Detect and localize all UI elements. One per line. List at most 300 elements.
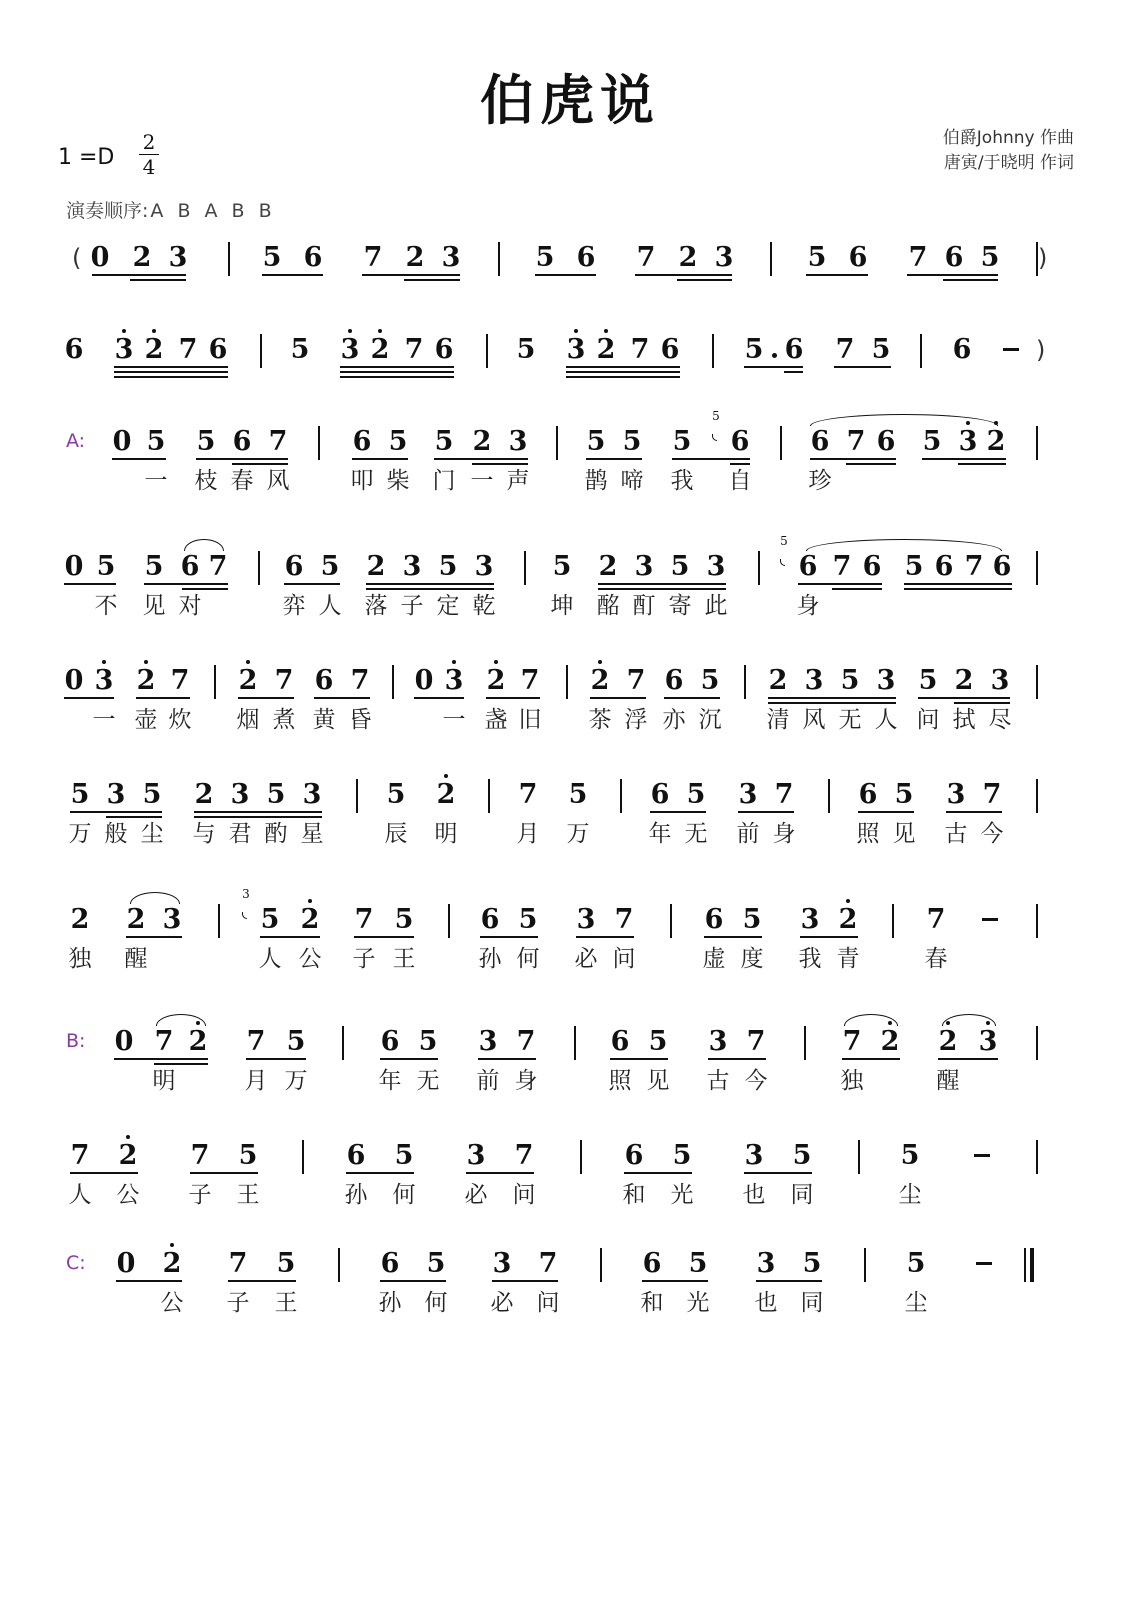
note: 6 xyxy=(576,242,596,273)
lyric-char: 旧 xyxy=(518,707,542,733)
note: 3 xyxy=(112,332,136,368)
bar-line xyxy=(1036,426,1038,460)
lyric-char: 星 xyxy=(300,821,324,847)
note: 6 xyxy=(660,334,680,365)
bar-line xyxy=(302,1140,304,1174)
note: 3 xyxy=(162,904,182,935)
underline-beam xyxy=(144,583,228,585)
note: 7 xyxy=(774,779,794,810)
note: 7 xyxy=(926,904,946,935)
note: 5 xyxy=(871,334,891,365)
note: 5 xyxy=(568,779,588,810)
lyric-char: 醒 xyxy=(124,946,148,972)
lyric-char: 叩 xyxy=(350,468,374,494)
lyric-char: 啼 xyxy=(620,468,644,494)
note: 3 xyxy=(508,426,528,457)
bar-line xyxy=(858,1140,860,1174)
underline-beam xyxy=(486,697,540,699)
bar-line xyxy=(892,904,894,938)
bar-line xyxy=(744,665,746,699)
lyric-char: 古 xyxy=(944,821,968,847)
note: 2 xyxy=(70,904,90,935)
note: 5 xyxy=(552,551,572,582)
lyric-char: 身 xyxy=(514,1068,538,1094)
lyric-char: 光 xyxy=(670,1182,694,1208)
underline-beam xyxy=(806,274,868,276)
lyricist-credit: 唐寅/于晓明 作词 xyxy=(943,153,1074,173)
bar-line xyxy=(524,551,526,585)
lyric-char: 独 xyxy=(840,1068,864,1094)
note: 7 xyxy=(274,665,294,696)
note: 7 xyxy=(520,665,540,696)
bar-line xyxy=(1036,779,1038,813)
lyric-char: 无 xyxy=(416,1068,440,1094)
lyric-char: 弈 xyxy=(282,593,306,619)
note: 5 xyxy=(70,779,90,810)
lyric-char: 何 xyxy=(516,946,540,972)
underline-beam xyxy=(194,811,322,813)
lyric-char: 辰 xyxy=(384,821,408,847)
lyric-char: 风 xyxy=(802,707,826,733)
note: 5 xyxy=(96,551,116,582)
lyric-char: 前 xyxy=(736,821,760,847)
lyric-char: 一 xyxy=(144,468,168,494)
note: 7 xyxy=(208,551,228,582)
lyric-char: 前 xyxy=(476,1068,500,1094)
bar-line xyxy=(580,1140,582,1174)
lyric-char: 公 xyxy=(116,1182,140,1208)
lyric-char: 一 xyxy=(442,707,466,733)
note: 5 xyxy=(434,426,454,457)
note: 6 xyxy=(232,426,252,457)
note: 3 xyxy=(564,332,588,368)
note: 5 xyxy=(672,1140,692,1171)
note: 7 xyxy=(404,334,424,365)
lyric-char: 声 xyxy=(506,468,530,494)
bar-line xyxy=(486,334,488,368)
close-paren: ) xyxy=(1036,336,1046,364)
note: 6 xyxy=(480,904,500,935)
underline-beam xyxy=(362,274,460,276)
lyric-char: 无 xyxy=(684,821,708,847)
final-bar-thin xyxy=(1024,1248,1026,1282)
note: 5 xyxy=(980,242,1000,273)
underline-beam xyxy=(492,1280,558,1282)
note: 2 xyxy=(298,902,322,938)
underline-beam xyxy=(535,274,596,276)
section-label: A: xyxy=(66,430,86,452)
underline-beam xyxy=(744,366,803,368)
note: 5 xyxy=(535,242,555,273)
note: 2 xyxy=(142,332,166,368)
lyric-char: 枝 xyxy=(194,468,218,494)
note: 5 xyxy=(290,334,310,365)
lyrics-row xyxy=(0,1064,1140,1098)
underline-beam xyxy=(922,458,1006,460)
lyric-char: 孙 xyxy=(478,946,502,972)
augmentation-dot xyxy=(772,353,777,358)
lyric-char: 问 xyxy=(916,707,940,733)
notes-row xyxy=(0,409,1140,464)
note: 7 xyxy=(614,904,634,935)
note: 3 xyxy=(492,1248,512,1279)
note: 5 xyxy=(672,426,692,457)
note: 6 xyxy=(848,242,868,273)
bar-line xyxy=(338,1248,340,1282)
lyric-char: 照 xyxy=(856,821,880,847)
lyric-char: 人 xyxy=(318,593,342,619)
note: 5 xyxy=(394,904,414,935)
lyric-char: 公 xyxy=(160,1290,184,1316)
note: 6 xyxy=(180,551,200,582)
note: 3 xyxy=(800,904,820,935)
lyrics-row xyxy=(0,589,1140,623)
note: 7 xyxy=(842,1026,862,1057)
lyric-char: 孙 xyxy=(344,1182,368,1208)
lyrics-row xyxy=(0,942,1140,976)
lyric-char: 盏 xyxy=(484,707,508,733)
note: 6 xyxy=(314,665,334,696)
lyric-char: 此 xyxy=(704,593,728,619)
underline-beam xyxy=(196,458,288,460)
note: 5 xyxy=(516,334,536,365)
lyric-char: 青 xyxy=(836,946,860,972)
note: 3 xyxy=(478,1026,498,1057)
lyric-char: 寄 xyxy=(668,593,692,619)
underline-beam xyxy=(284,583,340,585)
note: 3 xyxy=(876,665,896,696)
lyric-char: 柴 xyxy=(386,468,410,494)
bar-line xyxy=(864,1248,866,1282)
note: 3 xyxy=(576,904,596,935)
bar-line xyxy=(356,779,358,813)
lyric-char: 何 xyxy=(424,1290,448,1316)
lyric-char: 也 xyxy=(754,1290,778,1316)
bar-line xyxy=(758,551,760,585)
note: 6 xyxy=(784,334,804,365)
note: 2 xyxy=(132,242,152,273)
notes-row xyxy=(0,332,1140,372)
grace-note: 3 xyxy=(242,887,250,901)
note: 6 xyxy=(650,779,670,810)
underline-beam xyxy=(800,936,858,938)
lyric-char: 万 xyxy=(68,821,92,847)
note: 6 xyxy=(284,551,304,582)
slur-arc xyxy=(942,1014,996,1026)
note: 5 xyxy=(518,904,538,935)
slur-arc xyxy=(156,1014,206,1026)
note: 5 xyxy=(418,1026,438,1057)
note: 5 xyxy=(922,426,942,457)
note: 7 xyxy=(154,1026,174,1057)
underline-beam xyxy=(738,811,794,813)
note: 6 xyxy=(380,1026,400,1057)
note: 7 xyxy=(908,242,928,273)
note: 5 xyxy=(144,551,164,582)
bar-line xyxy=(448,904,450,938)
bar-line xyxy=(318,426,320,460)
lyric-char: 万 xyxy=(566,821,590,847)
note: 5 xyxy=(802,1248,822,1279)
lyric-char: 明 xyxy=(152,1068,176,1094)
lyric-char: 子 xyxy=(400,593,424,619)
lyric-char: 光 xyxy=(686,1290,710,1316)
note: 3 xyxy=(756,1248,776,1279)
lyric-char: 醒 xyxy=(936,1068,960,1094)
notes-row xyxy=(0,1246,1140,1286)
lyric-char: 同 xyxy=(790,1182,814,1208)
note: 5 xyxy=(686,779,706,810)
note: 7 xyxy=(746,1026,766,1057)
lyric-char: 珍 xyxy=(808,468,832,494)
section-label: C: xyxy=(66,1252,86,1274)
note: 3 xyxy=(634,551,654,582)
note: 3 xyxy=(302,779,322,810)
lyric-char: 同 xyxy=(800,1290,824,1316)
note: 3 xyxy=(402,551,422,582)
note: 5 xyxy=(266,779,286,810)
note: 5 xyxy=(906,1248,926,1279)
lyric-char: 我 xyxy=(798,946,822,972)
underline-beam xyxy=(64,583,116,585)
lyric-char: 问 xyxy=(536,1290,560,1316)
note: 7 xyxy=(190,1140,210,1171)
underline-beam xyxy=(70,811,162,813)
note: 5 xyxy=(426,1248,446,1279)
note: 3 xyxy=(804,665,824,696)
grace-tick xyxy=(780,559,785,566)
grace-note: 5 xyxy=(712,409,720,423)
underline-beam xyxy=(642,1280,708,1282)
lyric-char: 照 xyxy=(608,1068,632,1094)
note: 3 xyxy=(714,242,734,273)
underline-beam xyxy=(610,1058,668,1060)
note: 5 xyxy=(438,551,458,582)
underline-beam xyxy=(650,811,706,813)
underline-beam xyxy=(92,274,186,276)
note: 2 xyxy=(484,663,508,699)
note: 7 xyxy=(178,334,198,365)
note: 3 xyxy=(230,779,250,810)
note: 5 xyxy=(238,1140,258,1171)
lyric-char: 尘 xyxy=(140,821,164,847)
note: 2 xyxy=(160,1246,184,1282)
note: 3 xyxy=(706,551,726,582)
final-bar-thick xyxy=(1030,1248,1034,1282)
underline-beam xyxy=(434,458,528,460)
underline-beam xyxy=(70,1172,138,1174)
note: 3 xyxy=(168,242,188,273)
lyric-char: 必 xyxy=(490,1290,514,1316)
lyric-char: 度 xyxy=(740,946,764,972)
bar-line xyxy=(260,334,262,368)
underline-beam xyxy=(354,936,414,938)
lyric-char: 子 xyxy=(188,1182,212,1208)
note: 5 xyxy=(744,334,764,365)
note: 5 xyxy=(262,242,282,273)
grace-note: 5 xyxy=(780,534,788,548)
note: 2 xyxy=(588,663,612,699)
underline-beam xyxy=(576,936,634,938)
notes-row xyxy=(0,1138,1140,1178)
underline-beam xyxy=(708,1058,766,1060)
lyric-char: 酩 xyxy=(596,593,620,619)
underline-beam xyxy=(112,458,166,460)
underline-beam xyxy=(798,583,882,585)
lyric-char: 与 xyxy=(192,821,216,847)
underline-beam xyxy=(136,697,190,699)
bar-line xyxy=(620,779,622,813)
note: 2 xyxy=(236,663,260,699)
note: 5 xyxy=(918,665,938,696)
underline-beam xyxy=(938,1058,998,1060)
lyric-char: 王 xyxy=(236,1182,260,1208)
underline-beam xyxy=(918,697,1010,699)
note: 7 xyxy=(518,779,538,810)
underline-beam xyxy=(635,274,732,276)
notes-row xyxy=(0,240,1140,280)
time-signature-bottom: 4 xyxy=(142,155,156,179)
lyric-char: 不 xyxy=(94,593,118,619)
lyric-char: 月 xyxy=(244,1068,268,1094)
note: 5 xyxy=(260,904,280,935)
note: 6 xyxy=(798,551,818,582)
note: 2 xyxy=(472,426,492,457)
underline-beam xyxy=(114,366,228,368)
lyric-char: 壶 xyxy=(134,707,158,733)
note: 2 xyxy=(598,551,618,582)
lyric-char: 尘 xyxy=(898,1182,922,1208)
note: 5 xyxy=(688,1248,708,1279)
underline-beam xyxy=(260,936,320,938)
bar-line xyxy=(1036,1026,1038,1060)
note: 2 xyxy=(434,777,458,813)
note: 7 xyxy=(636,242,656,273)
note: 5 xyxy=(700,665,720,696)
underline-beam xyxy=(246,1058,306,1060)
underline-beam xyxy=(946,811,1002,813)
underline-beam xyxy=(228,1280,296,1282)
underline-beam xyxy=(480,936,538,938)
note: 7 xyxy=(626,665,646,696)
performance-order-value: A B A B B xyxy=(150,200,276,222)
underline-beam xyxy=(114,1058,208,1060)
note: 2 xyxy=(594,332,618,368)
lyric-char: 孙 xyxy=(378,1290,402,1316)
underline-beam xyxy=(414,697,464,699)
underline-beam xyxy=(842,1058,900,1060)
underline-beam xyxy=(190,1172,258,1174)
note: 3 xyxy=(442,663,466,699)
underline-beam xyxy=(704,936,762,938)
underline-beam xyxy=(238,697,294,699)
note: 3 xyxy=(744,1140,764,1171)
lyric-char: 必 xyxy=(574,946,598,972)
note: 6 xyxy=(610,1026,630,1057)
lyric-char: 茶 xyxy=(588,707,612,733)
note: 7 xyxy=(228,1248,248,1279)
lyric-char: 我 xyxy=(670,468,694,494)
underline-beam xyxy=(904,583,1012,585)
underline-beam xyxy=(756,1280,822,1282)
sustain-dash xyxy=(1003,348,1019,351)
lyric-char: 对 xyxy=(178,593,202,619)
note: 0 xyxy=(64,551,84,582)
lyric-char: 乾 xyxy=(472,593,496,619)
note: 7 xyxy=(982,779,1002,810)
bar-line xyxy=(1036,665,1038,699)
bar-line xyxy=(342,1026,344,1060)
underline-beam xyxy=(624,1172,692,1174)
note: 7 xyxy=(846,426,866,457)
note: 0 xyxy=(90,242,110,273)
note: 6 xyxy=(876,426,896,457)
note: 2 xyxy=(984,424,1008,460)
note: 7 xyxy=(268,426,288,457)
note: 6 xyxy=(664,665,684,696)
note: 5 xyxy=(146,426,166,457)
lyric-char: 王 xyxy=(392,946,416,972)
song-title: 伯虎说 xyxy=(480,69,660,132)
note: 2 xyxy=(678,242,698,273)
note: 5 xyxy=(670,551,690,582)
bar-line xyxy=(498,242,500,276)
note: 7 xyxy=(835,334,855,365)
note: 5 xyxy=(196,426,216,457)
section-label: B: xyxy=(66,1030,86,1052)
underline-beam xyxy=(858,811,914,813)
lyric-char: 春 xyxy=(230,468,254,494)
lyric-char: 沉 xyxy=(698,707,722,733)
note: 5 xyxy=(394,1140,414,1171)
time-signature-top: 2 xyxy=(142,130,156,154)
lyric-char: 王 xyxy=(274,1290,298,1316)
note: 5 xyxy=(894,779,914,810)
note: 3 xyxy=(441,242,461,273)
bar-line xyxy=(770,242,772,276)
lyric-char: 独 xyxy=(68,946,92,972)
note: 5 xyxy=(386,779,406,810)
underline-beam xyxy=(64,697,114,699)
note: 5 xyxy=(320,551,340,582)
lyric-char: 子 xyxy=(226,1290,250,1316)
note: 0 xyxy=(414,665,434,696)
note: 5 xyxy=(792,1140,812,1171)
lyrics-row xyxy=(0,1286,1140,1320)
slur-arc xyxy=(806,539,1002,551)
underline-beam xyxy=(366,583,494,585)
bar-line xyxy=(258,551,260,585)
underline-beam xyxy=(744,1172,812,1174)
note: 7 xyxy=(538,1248,558,1279)
sustain-dash xyxy=(982,918,998,921)
note: 7 xyxy=(70,1140,90,1171)
note: 5 xyxy=(388,426,408,457)
note: 6 xyxy=(810,426,830,457)
lyric-char: 必 xyxy=(464,1182,488,1208)
note: 0 xyxy=(64,665,84,696)
lyrics-row xyxy=(0,703,1140,737)
note: 0 xyxy=(114,1026,134,1057)
note: 7 xyxy=(363,242,383,273)
slur-arc xyxy=(130,892,180,904)
note: 2 xyxy=(368,332,392,368)
lyric-char: 公 xyxy=(298,946,322,972)
note: 6 xyxy=(380,1248,400,1279)
bar-line xyxy=(670,904,672,938)
lyric-char: 何 xyxy=(392,1182,416,1208)
note: 0 xyxy=(116,1248,136,1279)
